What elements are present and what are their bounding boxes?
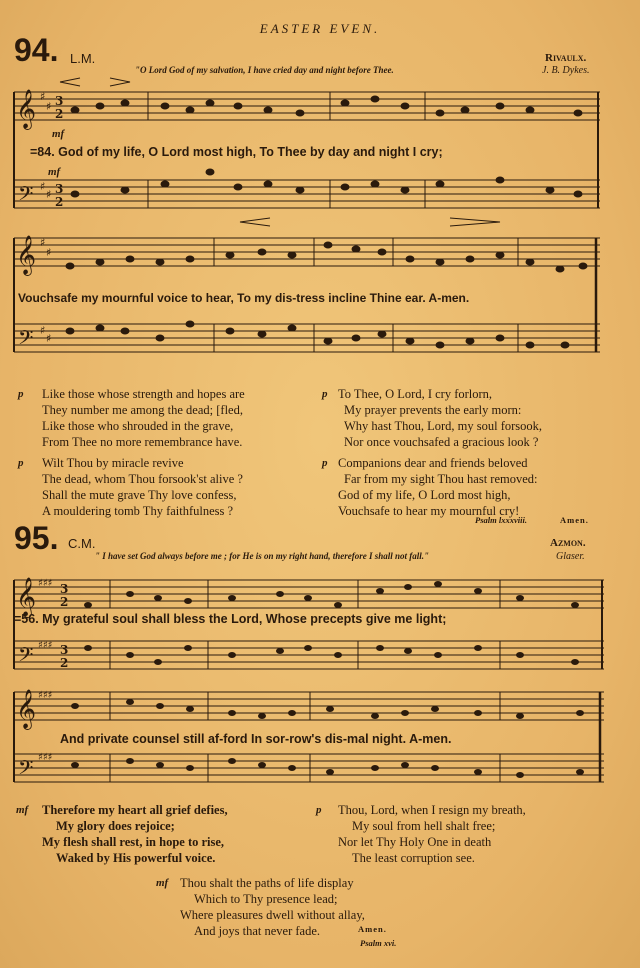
- stanza-dynamic: p: [322, 388, 328, 400]
- svg-text:♯: ♯: [40, 180, 46, 193]
- hymn-95-source: Psalm xvi.: [360, 938, 397, 948]
- svg-text:♯: ♯: [46, 100, 52, 113]
- hymn-95-system-1-treble-staff: [14, 580, 604, 608]
- hymn-95-lyric-line-2: And private counsel still af-ford In sor-row's dis-mal night. A-men.: [60, 732, 452, 746]
- stanza-dynamic: mf: [156, 877, 169, 889]
- hymn-94-tune: Rivaulx.: [545, 52, 587, 64]
- hymn-95-stanza-2: Therefore my heart all grief defies, My glory does rejoice; My flesh shall rest, in hope to rise, Waked by His powerful voice.: [42, 803, 228, 865]
- page-header: EASTER EVEN.: [259, 21, 381, 36]
- stanza-dynamic: p: [18, 457, 24, 469]
- bass-clef-icon: 𝄢: [18, 643, 34, 671]
- stanza-dynamic: mf: [16, 804, 29, 816]
- svg-text:2: 2: [60, 595, 69, 609]
- svg-text:♯♯♯: ♯♯♯: [38, 578, 53, 589]
- svg-text:2: 2: [55, 107, 64, 121]
- svg-text:♯: ♯: [40, 90, 46, 103]
- hymn-95-tune: Azmon.: [550, 537, 586, 549]
- hymn-95-meter: C.M.: [68, 536, 96, 551]
- hymn-94-epigraph: "O Lord God of my salvation, I have cried day and night before Thee.: [135, 65, 394, 75]
- svg-text:♯: ♯: [46, 332, 52, 345]
- hymn-95-noteheads: [71, 581, 584, 778]
- hymn-94-amen: Amen.: [560, 515, 589, 525]
- bass-clef-icon: 𝄢: [18, 182, 34, 210]
- hymn-94-stanza-3: To Thee, O Lord, I cry forlorn, My prayer prevents the early morn: Why hast Thou, Lord, my soul forsook, Nor once vouchsafed a gracious look ?: [338, 387, 543, 449]
- treble-clef-icon: 𝄞: [16, 235, 37, 275]
- hymn-94-composer: J. B. Dykes.: [542, 65, 590, 76]
- hymn-94-dynamic-bass: mf: [48, 166, 61, 178]
- hymn-95-lyric-line-1: =56. My grateful soul shall bless the Lord, Whose precepts give me light;: [14, 612, 447, 626]
- hymn-95-system-2-bass-staff: [14, 754, 604, 782]
- stanza-dynamic: p: [322, 457, 328, 469]
- hymn-95-system-2-treble-staff: [14, 692, 604, 720]
- hymn-94-stanza-5: Companions dear and friends beloved Far from my sight Thou hast removed: God of my life, O Lord most high, Vouchsafe to hear my mournful cry!: [338, 456, 538, 518]
- hymn-94-source: Psalm lxxxviii.: [475, 515, 527, 525]
- hymn-95-number: 95.: [14, 520, 59, 556]
- treble-clef-icon: 𝄞: [16, 89, 37, 129]
- svg-text:♯♯♯: ♯♯♯: [38, 752, 53, 763]
- hymn-94-meter: L.M.: [70, 51, 96, 66]
- hymn-95-epigraph: " I have set God always before me ; for He is on my right hand, therefore I shall not fall.": [95, 551, 429, 561]
- hymn-94-lyric-line-1: =84. God of my life, O Lord most high, To Thee by day and night I cry;: [30, 145, 443, 159]
- svg-text:3: 3: [60, 582, 69, 596]
- hymn-94-number: 94.: [14, 32, 59, 68]
- svg-text:2: 2: [55, 195, 64, 209]
- hymn-94-dynamic-treble: mf: [52, 128, 65, 140]
- hymn-95-composer: Glaser.: [556, 551, 585, 562]
- svg-text:♯: ♯: [46, 246, 52, 259]
- svg-text:♯♯♯: ♯♯♯: [38, 640, 53, 651]
- hymn-94-stanza-2: Like those whose strength and hopes are They number me among the dead; [fled, Like those who shrouded in the grave, From Thee no more remembrance have.: [42, 387, 245, 449]
- hymn-95-stanza-3: Thou, Lord, when I resign my breath, My soul from hell shalt free; Nor let Thy Holy One in death The least corruption see.: [338, 803, 526, 865]
- svg-text:3: 3: [55, 94, 64, 108]
- treble-clef-icon: 𝄞: [16, 577, 37, 617]
- svg-text:3: 3: [55, 182, 64, 196]
- svg-text:♯: ♯: [40, 236, 46, 249]
- hymn-95-stanza-4: Thou shalt the paths of life display Which to Thy presence lead; Where pleasures dwell without allay, And joys that never fade.: [180, 876, 365, 938]
- svg-text:♯: ♯: [46, 188, 52, 201]
- bass-clef-icon: 𝄢: [18, 756, 34, 784]
- bass-clef-icon: 𝄢: [18, 326, 34, 354]
- hymn-94-stanza-4: Wilt Thou by miracle revive The dead, whom Thou forsook'st alive ? Shall the mute grave Thy love confess, A mouldering tomb Thy faithfulness ?: [42, 456, 243, 518]
- hymn-95-amen: Amen.: [358, 924, 387, 934]
- svg-text:2: 2: [60, 656, 69, 670]
- svg-text:♯: ♯: [40, 324, 46, 337]
- svg-text:♯♯♯: ♯♯♯: [38, 690, 53, 701]
- hymn-94-lyric-line-2: Vouchsafe my mournful voice to hear, To my dis-tress incline Thine ear. A-men.: [18, 291, 470, 305]
- svg-text:3: 3: [60, 643, 69, 657]
- stanza-dynamic: p: [18, 388, 24, 400]
- stanza-dynamic: p: [316, 804, 322, 816]
- treble-clef-icon: 𝄞: [16, 689, 37, 729]
